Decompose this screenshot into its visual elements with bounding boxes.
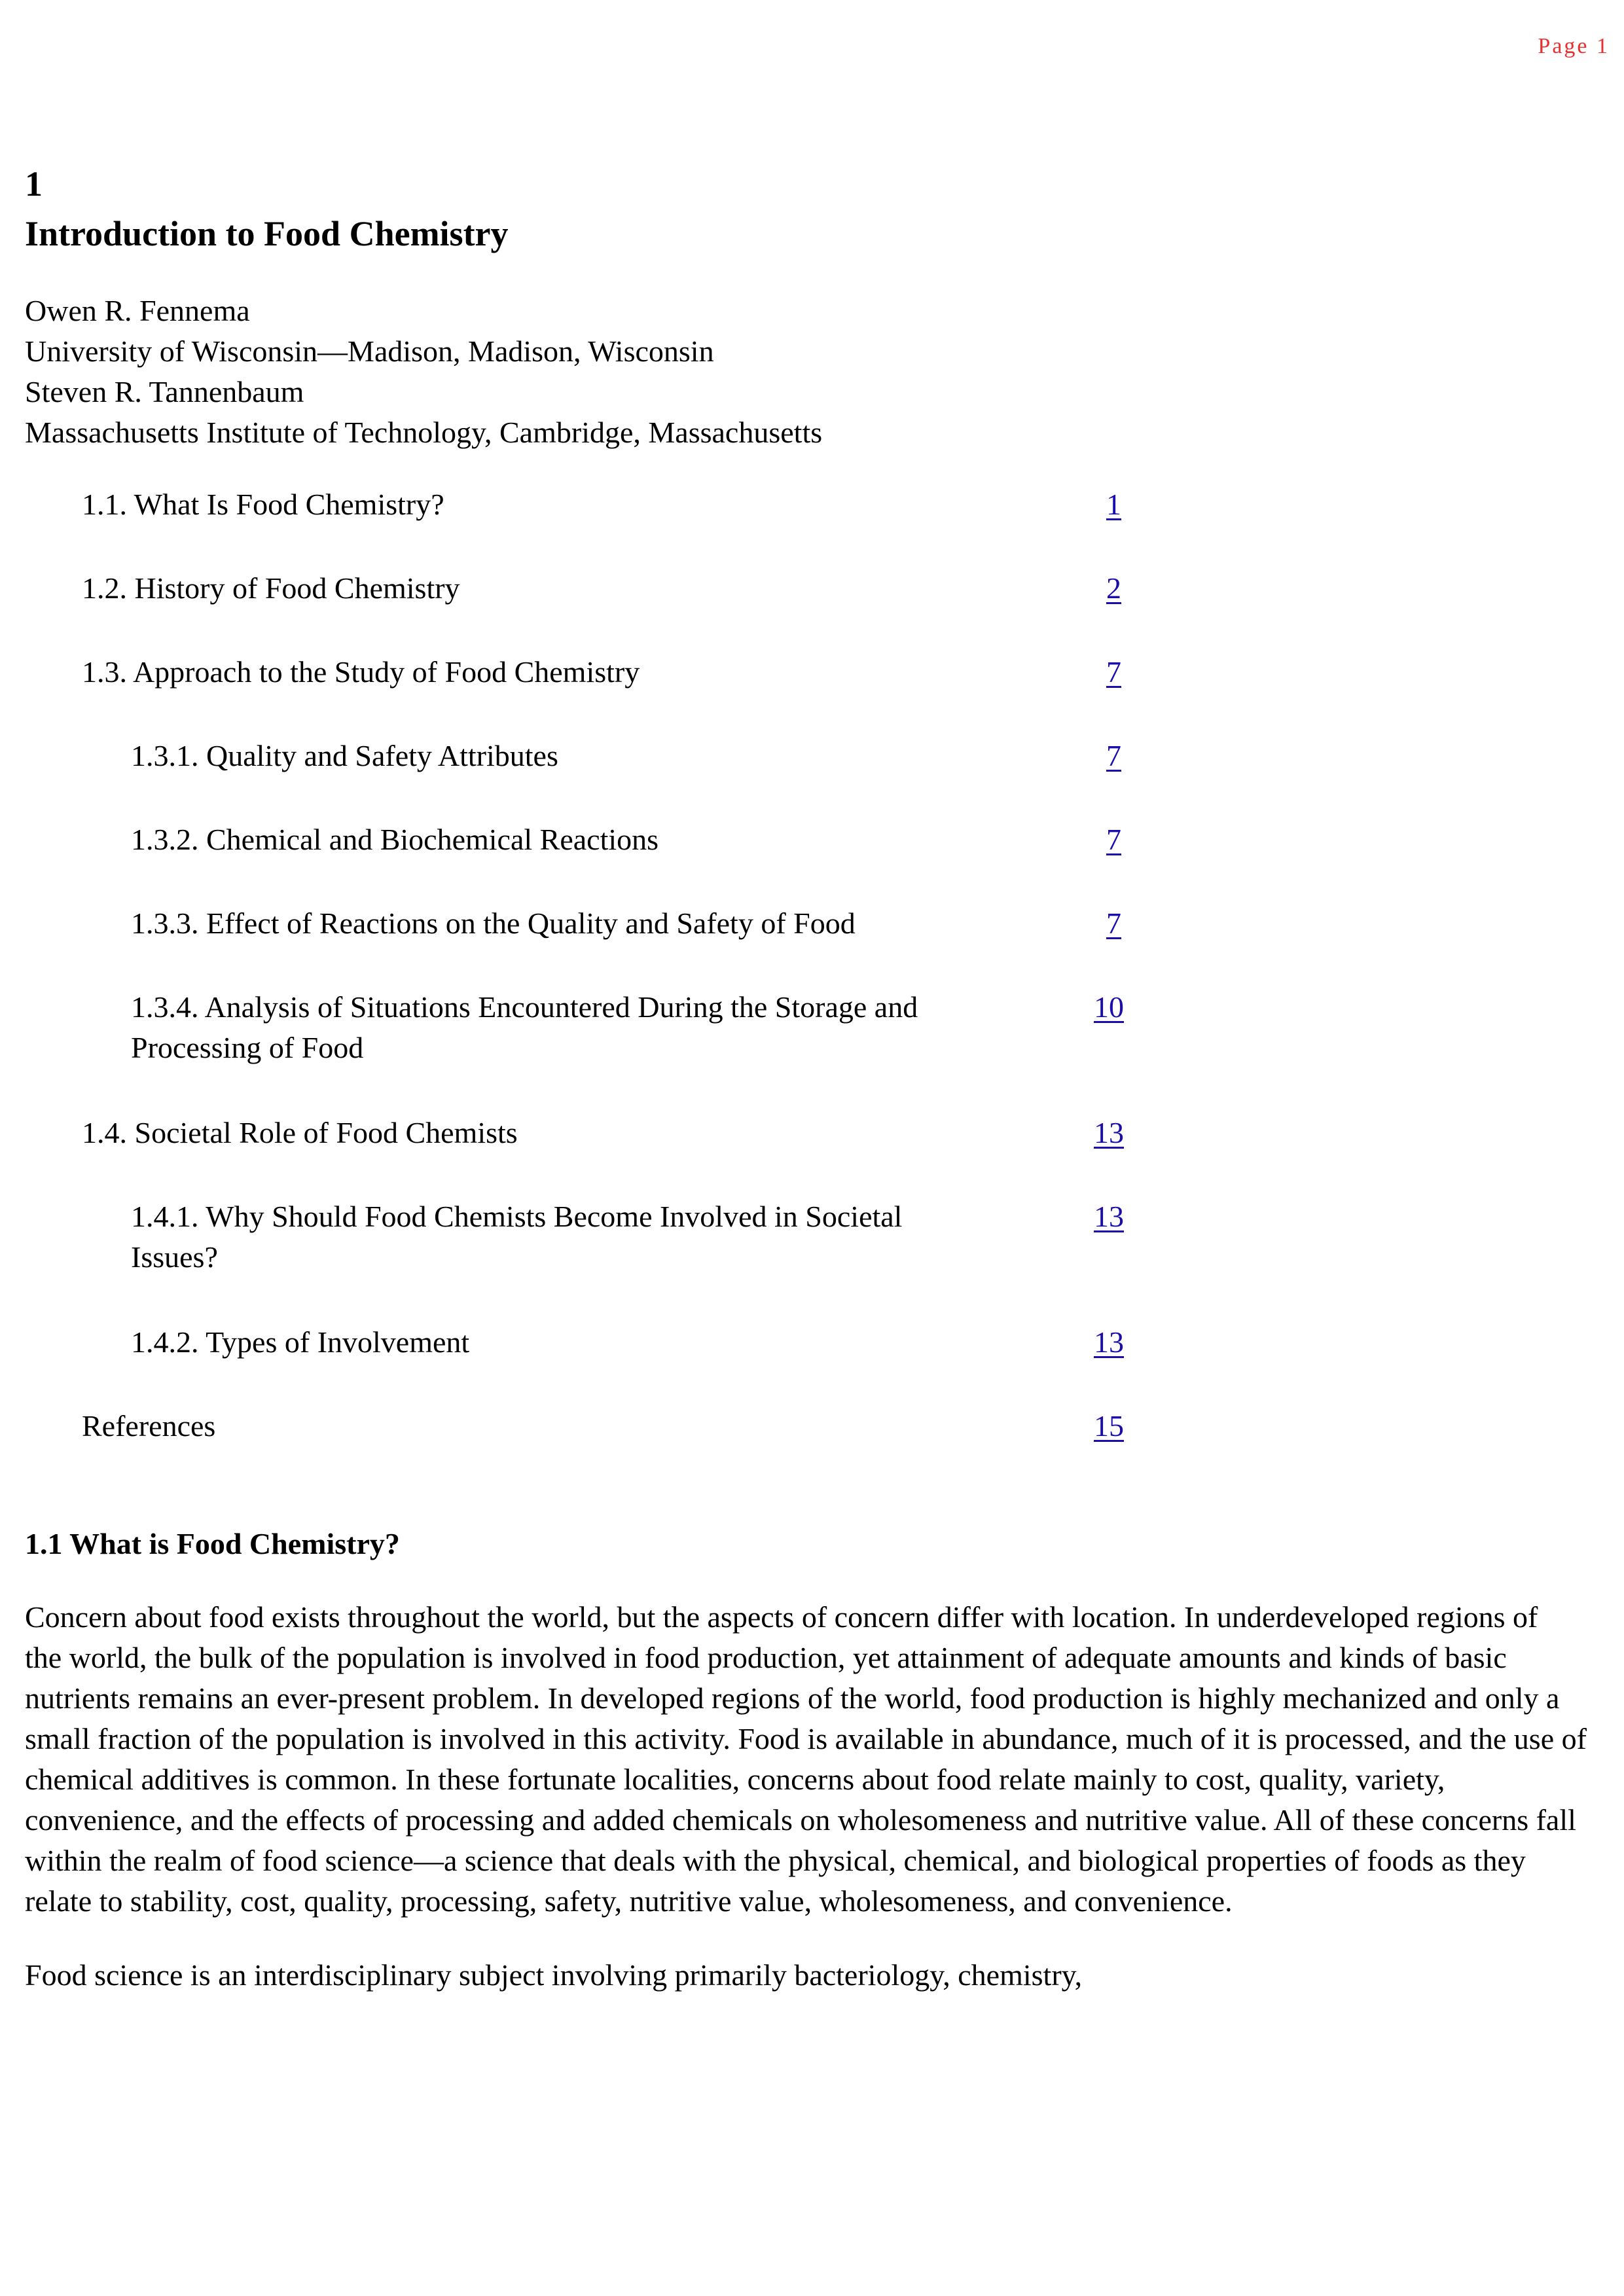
toc-entry: [131, 819, 1129, 860]
toc-entry-title: 1.3.3. Effect of Reactions on the Quality and Safety of Food: [131, 906, 856, 940]
toc-entry: [82, 652, 1129, 692]
toc-entry-title: 1.4.2. Types of Involvement: [131, 1325, 470, 1359]
toc-entry: [82, 484, 1129, 525]
toc-entry-title: References: [82, 1409, 216, 1443]
paragraph-line: convenience, and the effects of processing and added chemicals on wholesomeness and nutritive value. All of these concerns fall: [25, 1803, 1576, 1837]
author-affiliation: University of Wisconsin—Madison, Madison, Wisconsin: [25, 334, 714, 368]
section-heading: 1.1 What is Food Chemistry?: [25, 1527, 400, 1560]
toc-entry: [131, 1322, 1129, 1363]
author-block: [25, 291, 822, 453]
body-paragraph: [25, 1955, 1602, 1996]
toc-entry: [131, 1196, 1129, 1278]
paragraph-line: Concern about food exists throughout the world, but the aspects of concern differ with location. In underdeveloped regions of: [25, 1600, 1538, 1634]
toc-page-link[interactable]: 7: [1106, 655, 1121, 689]
toc-entry-title: 1.4. Societal Role of Food Chemists: [82, 1116, 518, 1149]
toc-page-link[interactable]: 13: [1094, 1325, 1124, 1359]
toc-entry-title: 1.1. What Is Food Chemistry?: [82, 488, 444, 521]
toc-entry-title-line: 1.3.4. Analysis of Situations Encountered During the Storage and: [131, 990, 918, 1024]
toc-entry-title-line: Processing of Food: [131, 1031, 364, 1064]
paragraph-line: within the realm of food science—a science that deals with the physical, chemical, and biological properties of foods as they: [25, 1844, 1526, 1877]
chapter-title: Introduction to Food Chemistry: [25, 214, 509, 253]
toc-page-link[interactable]: 7: [1106, 739, 1121, 772]
toc-entry-title: 1.3.1. Quality and Safety Attributes: [131, 739, 558, 772]
toc-page-link[interactable]: 2: [1106, 571, 1121, 605]
toc-entry-title-line: 1.4.1. Why Should Food Chemists Become Involved in Societal: [131, 1200, 903, 1233]
toc-page-link[interactable]: 15: [1094, 1409, 1124, 1443]
toc-entry-title: 1.3.2. Chemical and Biochemical Reactions: [131, 823, 659, 856]
toc-entry: [131, 987, 1129, 1068]
toc-page-link[interactable]: 7: [1106, 823, 1121, 856]
toc-entry-title: 1.2. History of Food Chemistry: [82, 571, 460, 605]
toc-entry-title: 1.3. Approach to the Study of Food Chemistry: [82, 655, 640, 689]
toc-page-link[interactable]: 10: [1094, 990, 1124, 1024]
toc-entry: [82, 568, 1129, 609]
toc-entry-title: [131, 1196, 902, 1278]
toc-page-link[interactable]: 1: [1106, 488, 1121, 521]
toc-entry: [82, 1113, 1129, 1153]
toc-page-link[interactable]: 13: [1094, 1200, 1124, 1233]
author-affiliation: Massachusetts Institute of Technology, Cambridge, Massachusetts: [25, 416, 823, 449]
paragraph-line: chemical additives is common. In these fortunate localities, concerns about food relate mainly to cost, quality, variety,: [25, 1763, 1445, 1796]
paragraph-line: small fraction of the population is involved in this activity. Food is available in abundance, much of it is processed, and the use of: [25, 1722, 1587, 1755]
author-name: Steven R. Tannenbaum: [25, 375, 304, 408]
author-name: Owen R. Fennema: [25, 294, 250, 327]
paragraph-line: Food science is an interdisciplinary subject involving primarily bacteriology, chemistry,: [25, 1958, 1083, 1992]
toc-entry-title-line: Issues?: [131, 1240, 218, 1274]
body-paragraph: [25, 1597, 1602, 1922]
toc-entry: [131, 736, 1129, 776]
paragraph-line: nutrients remains an ever-present problem. In developed regions of the world, food production is highly mechanized and only a: [25, 1681, 1560, 1715]
chapter-number: 1: [25, 164, 43, 204]
paragraph-line: relate to stability, cost, quality, processing, safety, nutritive value, wholesomeness, and convenience.: [25, 1884, 1233, 1918]
toc-page-link[interactable]: 13: [1094, 1116, 1124, 1149]
toc-page-link[interactable]: 7: [1106, 906, 1121, 940]
page-number-label: Page 1: [1538, 34, 1610, 58]
paragraph-line: the world, the bulk of the population is involved in food production, yet attainment of adequate amounts and kinds of basic: [25, 1641, 1507, 1674]
toc-entry-title: [131, 987, 918, 1068]
toc-entry: [131, 903, 1129, 944]
toc-entry: [82, 1406, 1129, 1446]
